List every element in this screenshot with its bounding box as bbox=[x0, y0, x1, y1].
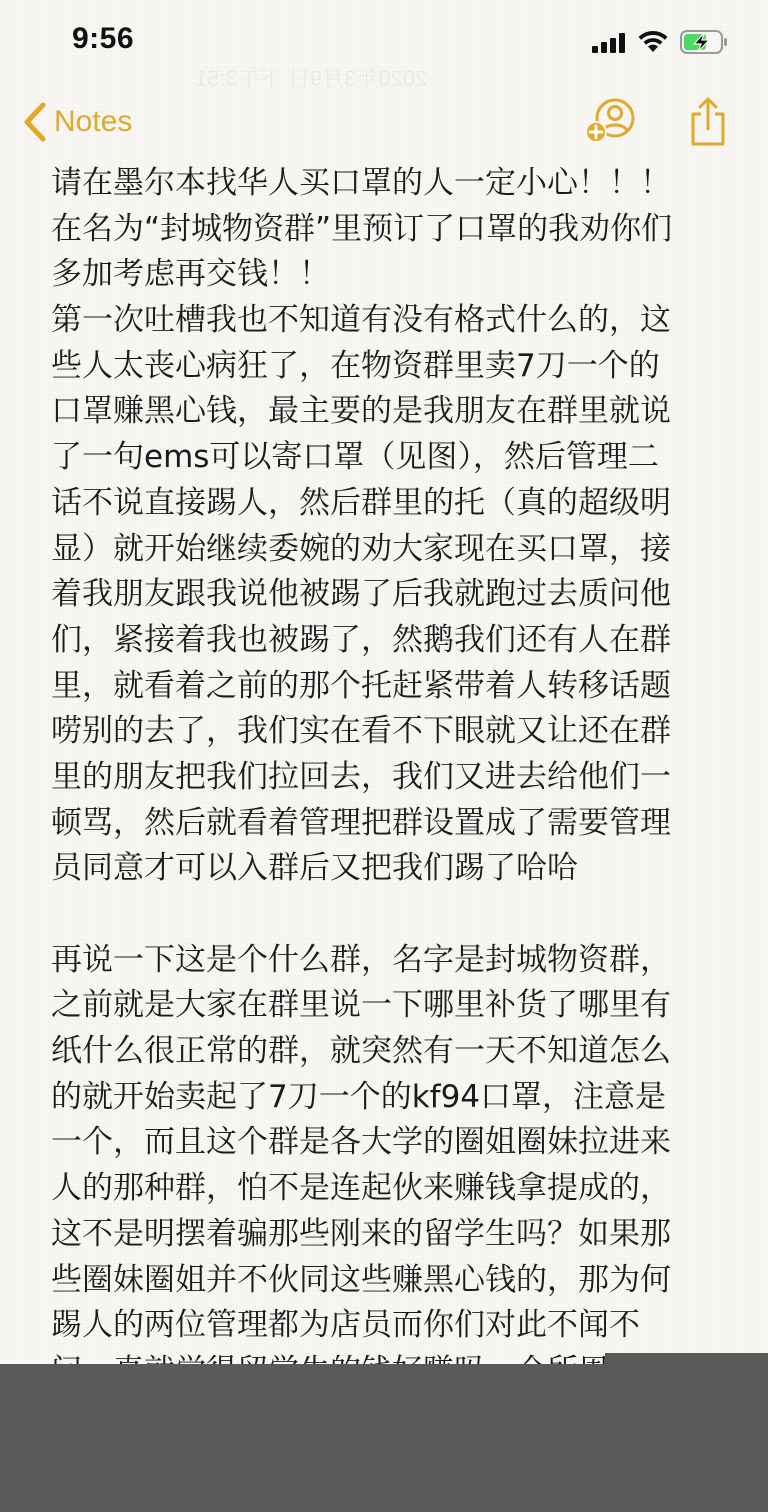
note-line: 一个，而且这个群是各大学的圈姐圈妹拉进来 bbox=[51, 1124, 671, 1161]
note-body[interactable] bbox=[51, 161, 751, 1395]
note-line: 再说一下这是个什么群，名字是封城物资群， bbox=[51, 941, 671, 978]
bottom-gray-overlay bbox=[0, 1364, 768, 1512]
note-line: 些人太丧心病狂了，在物资群里卖7刀一个的 bbox=[51, 347, 660, 384]
back-label: Notes bbox=[54, 105, 133, 138]
note-line: 人的那种群，怕不是连起伙来赚钱拿提成的， bbox=[51, 1170, 671, 1207]
note-line: 顿骂，然后就看着管理把群设置成了需要管理 bbox=[51, 804, 671, 841]
paragraph-spacer bbox=[51, 892, 751, 938]
note-line: 之前就是大家在群里说一下哪里补货了哪里有 bbox=[51, 987, 671, 1024]
note-line: 们，紧接着我也被踢了，然鹅我们还有人在群 bbox=[51, 621, 671, 658]
note-line: 纸什么很正常的群，就突然有一天不知道怎么 bbox=[51, 1033, 671, 1070]
note-paragraph-2 bbox=[51, 938, 751, 1395]
note-line: 显）就开始继续委婉的劝大家现在买口罩，接 bbox=[51, 530, 671, 567]
note-line: 第一次吐槽我也不知道有没有格式什么的，这 bbox=[51, 302, 671, 339]
note-line: 里，就看着之前的那个托赶紧带着人转移话题 bbox=[51, 667, 671, 704]
note-line: 踢人的两位管理都为店员而你们对此不闻不 bbox=[51, 1307, 640, 1344]
share-icon[interactable] bbox=[688, 96, 728, 148]
battery-charging-icon bbox=[680, 29, 728, 55]
note-line: 里的朋友把我们拉回去，我们又进去给他们一 bbox=[51, 758, 671, 795]
note-line: 请在墨尔本找华人买口罩的人一定小心！！！ bbox=[51, 165, 671, 201]
chevron-left-icon bbox=[22, 102, 48, 142]
note-line: 的就开始卖起了7刀一个的kf94口罩，注意是 bbox=[51, 1078, 667, 1115]
note-line: 这不是明摆着骗那些刚来的留学生吗？如果那 bbox=[51, 1215, 671, 1252]
note-line: 多加考虑再交钱！！ bbox=[51, 256, 330, 293]
add-people-icon[interactable] bbox=[584, 98, 638, 144]
status-time: 9:56 bbox=[72, 22, 135, 55]
note-paragraph-1 bbox=[51, 161, 751, 892]
note-line: 唠别的去了，我们实在看不下眼就又让还在群 bbox=[51, 713, 671, 750]
note-line: 员同意才可以入群后又把我们踢了哈哈 bbox=[51, 850, 578, 887]
note-line: 话不说直接踢人，然后群里的托（真的超级明 bbox=[51, 484, 671, 521]
wifi-icon bbox=[637, 29, 669, 53]
note-line: 口罩赚黑心钱，最主要的是我朋友在群里就说 bbox=[51, 393, 671, 430]
note-line: 些圈妹圈姐并不伙同这些赚黑心钱的，那为何 bbox=[51, 1261, 671, 1298]
back-to-notes-button[interactable] bbox=[22, 100, 132, 144]
note-line: 着我朋友跟我说他被踢了后我就跑过去质问他 bbox=[51, 576, 671, 613]
mirrored-timestamp: 2020年3月9日 下午3:51 bbox=[195, 66, 428, 91]
note-line: 在名为“封城物资群”里预订了口罩的我劝你们 bbox=[51, 210, 673, 247]
cellular-signal-icon bbox=[592, 33, 626, 53]
note-line: 了一句ems可以寄口罩（见图），然后管理二 bbox=[51, 439, 659, 476]
